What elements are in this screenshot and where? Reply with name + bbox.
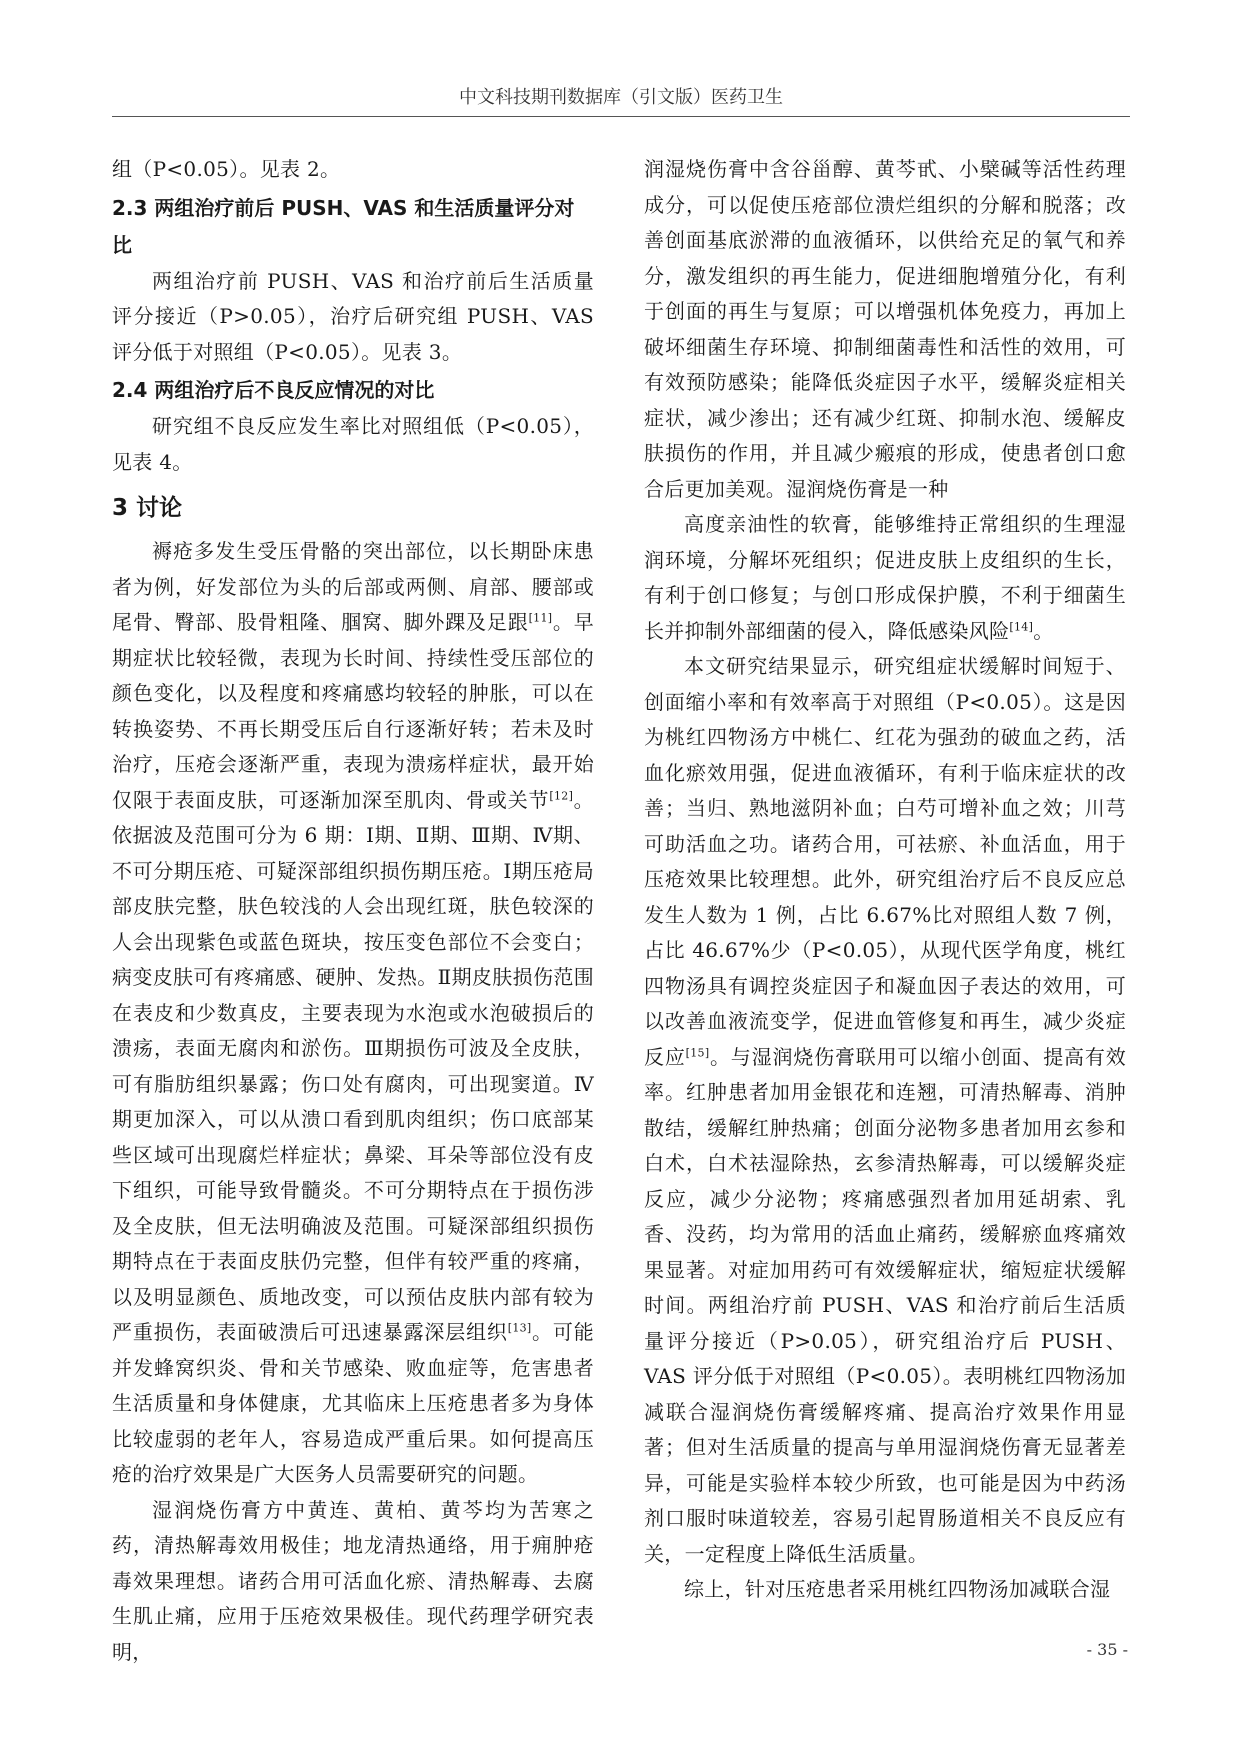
section-heading-2-3: 2.3 两组治疗前后 PUSH、VAS 和生活质量评分对比 bbox=[112, 195, 575, 257]
paragraph: 综上，针对压疮患者采用桃红四物汤加减联合湿 bbox=[684, 1577, 1111, 1601]
paragraph: 润湿烧伤膏中含谷甾醇、黄芩甙、小檗碱等活性药理成分，可以促使压疮部位溃烂组织的分解和脱落；改善创面基底淤滞的血液循环，以供给充足的氧气和养分，激发组织的再生能力，促进细胞增殖分化，有利于创面的再生与复原；可以增强机体免疫力，再加上破坏细菌生存环境、抑制细菌毒性和活性的效用，可有效预防感染；能降低炎症因子水平，缓解炎症相关症状，减少渗出；还有减少红斑、抑制水泡、缓解皮肤损伤的作用，并且减少瘢痕的形成，使患者创口愈合后更加美观。湿润烧伤膏是一种 bbox=[644, 157, 1126, 501]
paragraph: 组（P<0.05）。见表 2。 bbox=[112, 157, 341, 181]
text-run: 。与湿润烧伤膏联用可以缩小创面、提高有效率。红肿患者加用金银花和连翘，可清热解毒、消肿散结，缓解红肿热痛；创面分泌物多患者加用玄参和白术，白术祛湿除热，玄参清热解毒，可以缓解炎症反应，减少分泌物；疼痛感强烈者加用延胡索、乳香、没药，均为常用的活血止痛药，缓解瘀血疼痛效果显著。对症加用药可有效缓解症状，缩短症状缓解时间。两组治疗前 PUSH、VAS 和治疗前后生活质量评分接近（P>0.05），研究组治疗后 PUSH、VAS 评分低于对照组（P<0.05）。表明桃红四物汤加减联合湿润烧伤膏缓解疼痛、提高治疗效果作用显著；但对生活质量的提高与单用湿润烧伤膏无显著差异，可能是实验样本较少所致，也可能是因为中药汤剂口服时味道较差，容易引起胃肠道相关不良反应有关，一定程度上降低生活质量。 bbox=[644, 1044, 1126, 1566]
text-run: 。 bbox=[1033, 618, 1054, 643]
paragraph: 研究组不良反应发生率比对照组低（P<0.05），见表 4。 bbox=[112, 414, 594, 474]
text-run: 高度亲油性的软膏，能够维持正常组织的生理湿润环境，分解坏死组织；促进皮肤上皮组织的生长，有利于创口修复；与创口形成保护膜，不利于细菌生长并抑制外部细菌的侵入，降低感染风险 bbox=[644, 512, 1126, 643]
text-run: 。早期症状比较轻微，表现为长时间、持续性受压部位的颜色变化，以及程度和疼痛感均较轻的肿胀，可以在转换姿势、不再长期受压后自行逐渐好转；若未及时治疗，压疮会逐渐严重，表现为溃疡样症状，最开始仅限于表面皮肤，可逐渐加深至肌肉、骨或关节 bbox=[112, 610, 594, 812]
citation-ref: [11] bbox=[528, 611, 553, 625]
text-run: 褥疮多发生受压骨骼的突出部位，以长期卧床患者为例，好发部位为头的后部或两侧、肩部、腰部或尾骨、臀部、股骨粗隆、腘窝、脚外踝及足跟 bbox=[112, 539, 594, 634]
running-header bbox=[112, 80, 1130, 117]
paragraph bbox=[644, 507, 1126, 649]
right-column bbox=[644, 152, 1126, 1608]
paragraph: 湿润烧伤膏方中黄连、黄柏、黄芩均为苦寒之药，清热解毒效用极佳；地龙清热通络，用于痈肿疮毒效果理想。诸药合用可活血化瘀、清热解毒、去腐生肌止痛，应用于压疮效果极佳。现代药理学研究表明， bbox=[112, 1497, 594, 1664]
text-run: 。可能并发蜂窝织炎、骨和关节感染、败血症等，危害患者生活质量和身体健康，尤其临床上压疮患者多为身体比较虚弱的老年人，容易造成严重后果。如何提高压疮的治疗效果是广大医务人员需要研究的问题。 bbox=[112, 1320, 594, 1486]
citation-ref: [12] bbox=[549, 788, 574, 802]
page-number: - 35 - bbox=[1086, 1640, 1128, 1659]
paragraph bbox=[112, 534, 594, 1493]
journal-title: 中文科技期刊数据库（引文版）医药卫生 bbox=[459, 87, 783, 108]
citation-ref: [15] bbox=[685, 1045, 710, 1059]
paragraph bbox=[644, 649, 1126, 1572]
left-column bbox=[112, 152, 594, 1670]
text-run: 。依据波及范围可分为 6 期：Ⅰ期、Ⅱ期、Ⅲ期、Ⅳ期、不可分期压疮、可疑深部组织损伤期压疮。Ⅰ期压疮局部皮肤完整，肤色较浅的人会出现红斑，肤色较深的人会出现紫色或蓝色斑块，按压变色部位不会变白；病变皮肤可有疼痛感、硬肿、发热。Ⅱ期皮肤损伤范围在表皮和少数真皮，主要表现为水泡或水泡破损后的溃疡，表面无腐肉和淤伤。Ⅲ期损伤可波及全皮肤，可有脂肪组织暴露；伤口处有腐肉，可出现窦道。Ⅳ期更加深入，可以从溃口看到肌肉组织；伤口底部某些区域可出现腐烂样症状；鼻梁、耳朵等部位没有皮下组织，可能导致骨髓炎。不可分期特点在于损伤涉及全皮肤，但无法明确波及范围。可疑深部组织损伤期特点在于表面皮肤仍完整，但伴有较严重的疼痛，以及明显颜色、质地改变，可以预估皮肤内部有较为严重损伤，表面破溃后可迅速暴露深层组织 bbox=[112, 787, 594, 1344]
section-heading-discussion: 3 讨论 bbox=[112, 495, 183, 521]
paragraph: 两组治疗前 PUSH、VAS 和治疗前后生活质量评分接近（P>0.05），治疗后研究组 PUSH、VAS 评分低于对照组（P<0.05）。见表 3。 bbox=[112, 268, 594, 364]
text-run: 本文研究结果显示，研究组症状缓解时间短于、创面缩小率和有效率高于对照组（P<0.05）。这是因为桃红四物汤方中桃仁、红花为强劲的破血之药，活血化瘀效用强，促进血液循环，有利于临床症状的改善；当归、熟地滋阴补血；白芍可增补血之效；川芎可助活血之功。诸药合用，可祛瘀、补血活血，用于压疮效果比较理想。此外，研究组治疗后不良反应总发生人数为 1 例，占比 6.67%比对照组人数 7 例，占比 46.67%少（P<0.05），从现代医学角度，桃红四物汤具有调控炎症因子和凝血因子表达的效用，可以改善血液流变学，促进血管修复和再生，减少炎症反应 bbox=[644, 654, 1126, 1069]
citation-ref: [14] bbox=[1009, 619, 1034, 633]
section-heading-2-4: 2.4 两组治疗后不良反应情况的对比 bbox=[112, 378, 435, 402]
citation-ref: [13] bbox=[507, 1321, 532, 1335]
